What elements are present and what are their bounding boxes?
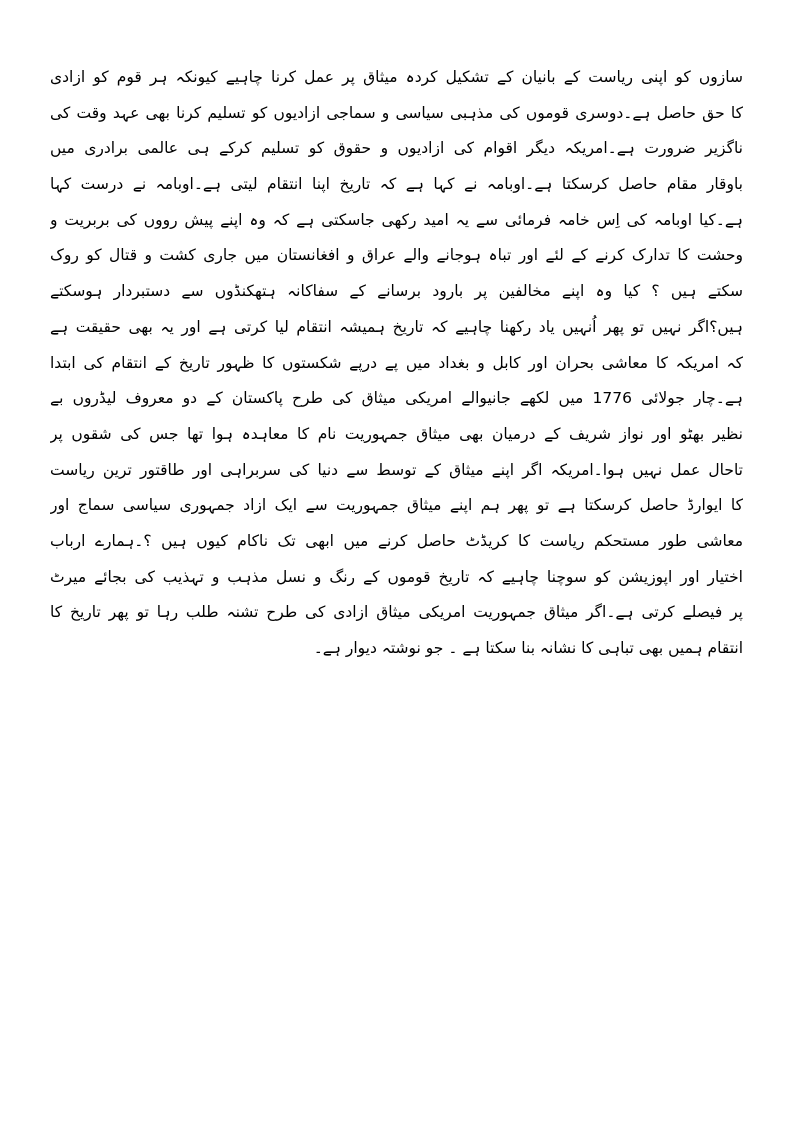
text-line-9: کہ امریکہ کا معاشی بحران اور کابل و بغداد میں پے درپے شکستوں کا ظہور تاریخ کے انتقام کی ابتدا — [50, 353, 743, 372]
text-line-15: اختیار اور اپوزیشن کو سوچنا چاہیے کہ تاریخ قوموں کے رنگ و نسل مذہب و تہذیب کی بجائے میرٹ — [50, 567, 743, 586]
text-line-11: نظیر بھٹو اور نواز شریف کے درمیان بھی میثاق جمہوریت نام کا معاہدہ ہوا تھا جس کی شقوں پر — [50, 424, 743, 443]
text-line-13: کا ایوارڈ حاصل کرسکتا ہے تو پھر ہم اپنے میثاق جمہوریت سے ایک ازاد جمہوری سیاسی سماج اور — [50, 496, 743, 515]
text-line-12: تاحال عمل نہیں ہوا۔امریکہ اگر اپنے میثاق کے توسط سے دنیا کی سربراہی اور طاقتور ترین ریاست — [50, 460, 743, 479]
text-line-8: ہیں؟اگر نہیں تو پھر اُنہیں یاد رکھنا چاہیے کہ تاریخ ہمیشہ انتقام لیا کرتی ہے اور یہ بھی حقیقت ہے — [50, 317, 743, 336]
text-line-2: کا حق حاصل ہے۔دوسری قوموں کی مذہبی سیاسی و سماجی ازادیوں کو تسلیم کرنا بھی عہد وقت کی — [50, 103, 743, 122]
article-text — [50, 60, 743, 667]
text-line-1: سازوں کو اپنی ریاست کے بانیان کے تشکیل کردہ میثاق پر عمل کرنا چاہیے کیونکہ ہر قوم کو ازادی — [50, 68, 743, 86]
text-line-7: سکتے ہیں ؟ کیا وہ اپنے مخالفین پر بارود برسانے کے سفاکانہ ہتھکنڈوں سے دستبردار ہوسکتے — [50, 282, 743, 301]
text-line-3: ناگزیر ضرورت ہے۔امریکہ دیگر اقوام کی ازادیوں و حقوق کو تسلیم کرکے ہی عالمی برادری میں — [50, 139, 743, 158]
text-line-17: انتقام ہمیں بھی تباہی کا نشانہ بنا سکتا ہے ۔ جو نوشتہ دیوار ہے۔ — [313, 639, 743, 657]
text-line-6: وحشت کا تدارک کرنے کے لئے اور تباہ ہوجانے والے عراق و افغانستان میں جاری کشت و قتال کو روک — [50, 246, 743, 265]
text-line-4: باوقار مقام حاصل کرسکتا ہے۔اوبامہ نے کہا ہے کہ تاریخ اپنا انتقام لیتی ہے۔اوبامہ نے درست کہا — [50, 175, 743, 194]
text-line-5: ہے۔کیا اوبامہ کی اِس خامہ فرمائی سے یہ امید رکھی جاسکتی ہے کہ وہ اپنے پیش رووں کی بربریت و — [50, 210, 743, 229]
text-line-14: معاشی طور مستحکم ریاست کا کریڈٹ حاصل کرنے میں ابھی تک ناکام کیوں ہیں ؟۔ہمارے ارباب — [50, 531, 743, 550]
text-line-16: پر فیصلے کرتی ہے۔اگر میثاق جمہوریت امریکی میثاق ازادی کی طرح تشنہ طلب رہا تو پھر تاریخ کا — [50, 603, 743, 622]
text-line-10: ہے۔چار جولائی 1776 میں لکھے جانیوالے امریکی میثاق کی طرح پاکستان کے دو معروف لیڈروں بے — [50, 389, 743, 408]
